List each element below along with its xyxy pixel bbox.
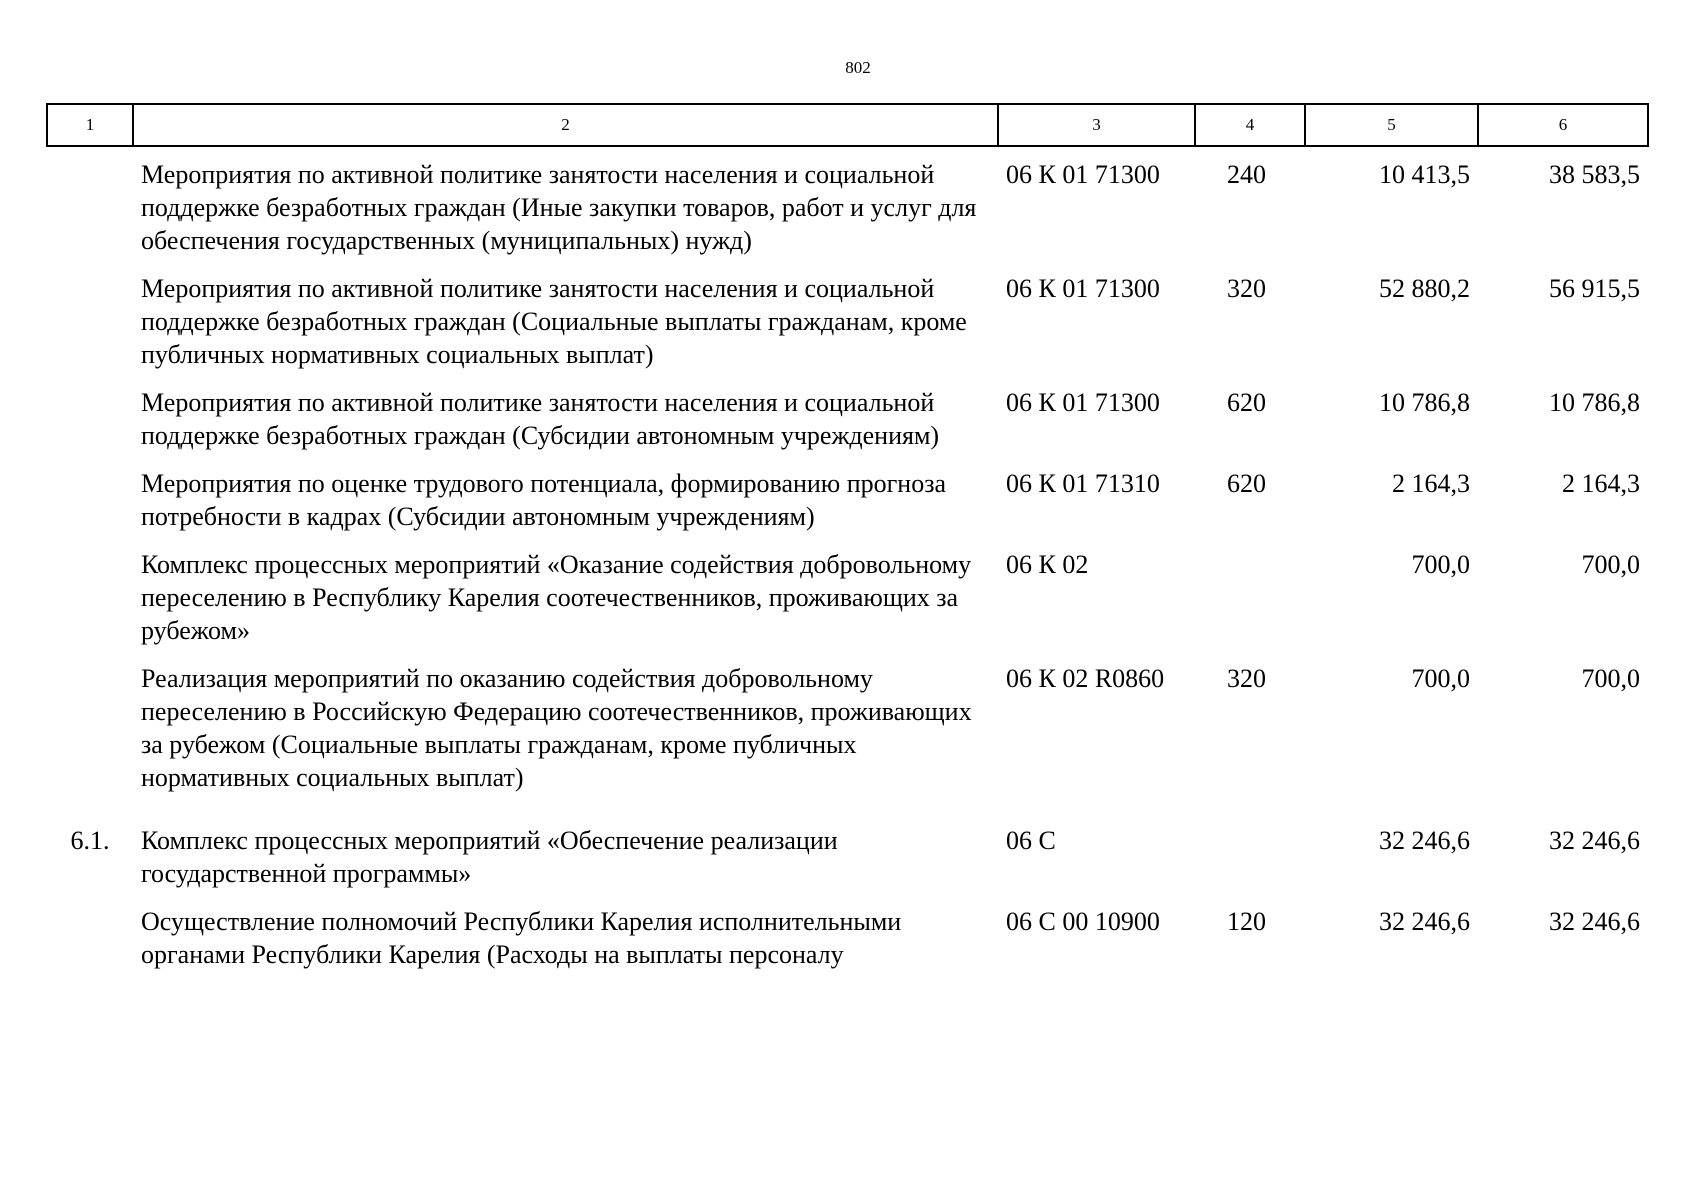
row-number: 6.1. xyxy=(70,826,110,855)
row-amount-2: 32 246,6 xyxy=(1549,907,1640,936)
row-expense-type: 240 xyxy=(1227,160,1266,189)
page-number: 802 xyxy=(845,58,871,77)
row-amount-2: 700,0 xyxy=(1581,664,1640,693)
row-amount-2: 10 786,8 xyxy=(1549,388,1640,417)
row-amount-1: 700,0 xyxy=(1411,550,1470,579)
header-row xyxy=(47,104,1648,146)
row-number xyxy=(47,272,133,386)
row-expense-type: 320 xyxy=(1227,274,1266,303)
row-amount-1: 10 786,8 xyxy=(1379,388,1470,417)
row-amount-1: 32 246,6 xyxy=(1379,826,1470,855)
row-name: Мероприятия по активной политике занятости населения и социальной поддержке безработных граждан (Иные закупки товаров, работ и услуг для обеспечения государственных (муниципальных) нужд) xyxy=(141,160,977,255)
row-amount-1: 700,0 xyxy=(1411,664,1470,693)
row-expense-type: 620 xyxy=(1227,469,1266,498)
row-expense-type xyxy=(1195,548,1305,662)
table-header xyxy=(47,104,1648,146)
row-target-code: 06 К 01 71300 xyxy=(1006,388,1160,417)
table-body xyxy=(47,146,1648,986)
row-amount-1: 10 413,5 xyxy=(1379,160,1470,189)
table-row xyxy=(47,386,1648,467)
row-target-code: 06 С 00 10900 xyxy=(1006,907,1160,936)
column-header-3: 3 xyxy=(998,104,1195,146)
column-header-6: 6 xyxy=(1478,104,1648,146)
row-expense-type: 120 xyxy=(1227,907,1266,936)
row-amount-1: 32 246,6 xyxy=(1379,907,1470,936)
table-row xyxy=(47,146,1648,272)
row-target-code: 06 К 02 R0860 xyxy=(1006,664,1165,693)
row-name: Комплекс процессных мероприятий «Обеспечение реализации государственной программы» xyxy=(141,826,838,888)
row-name: Комплекс процессных мероприятий «Оказание содействия добровольному переселению в Республику Карелия соотечественников, проживающих за рубежом» xyxy=(141,550,972,645)
column-header-2: 2 xyxy=(133,104,998,146)
row-target-code: 06 К 01 71300 xyxy=(1006,274,1160,303)
row-amount-1: 2 164,3 xyxy=(1392,469,1470,498)
row-name: Мероприятия по активной политике занятости населения и социальной поддержке безработных граждан (Социальные выплаты гражданам, кроме публичных нормативных социальных выплат) xyxy=(141,274,967,369)
table-row xyxy=(47,905,1648,986)
row-amount-1: 52 880,2 xyxy=(1379,274,1470,303)
table-row xyxy=(47,548,1648,662)
table-row xyxy=(47,824,1648,905)
table-row xyxy=(47,467,1648,548)
row-amount-2: 38 583,5 xyxy=(1549,160,1640,189)
row-target-code: 06 С xyxy=(1006,826,1056,855)
row-expense-type: 320 xyxy=(1227,664,1266,693)
column-header-1: 1 xyxy=(47,104,133,146)
row-target-code: 06 К 02 xyxy=(1006,550,1089,579)
row-number xyxy=(47,386,133,467)
row-name: Осуществление полномочий Республики Карелия исполнительными органами Республики Карелия (Расходы на выплаты персоналу xyxy=(141,907,902,969)
table-row xyxy=(47,272,1648,386)
row-number xyxy=(47,548,133,662)
row-target-code: 06 К 01 71310 xyxy=(1006,469,1160,498)
row-amount-2: 32 246,6 xyxy=(1549,826,1640,855)
row-target-code: 06 К 01 71300 xyxy=(1006,160,1160,189)
row-number xyxy=(47,905,133,986)
row-name: Реализация мероприятий по оказанию содействия добровольному переселению в Российскую Федерацию соотечественников, проживающих за рубежом (Социальные выплаты гражданам, кроме публичных нормативных социальных выплат) xyxy=(141,664,972,792)
column-header-4: 4 xyxy=(1195,104,1305,146)
row-amount-2: 700,0 xyxy=(1581,550,1640,579)
column-header-5: 5 xyxy=(1305,104,1478,146)
row-amount-2: 2 164,3 xyxy=(1562,469,1640,498)
row-expense-type: 620 xyxy=(1227,388,1266,417)
row-amount-2: 56 915,5 xyxy=(1549,274,1640,303)
row-number xyxy=(47,146,133,272)
budget-table xyxy=(46,103,1649,986)
row-number xyxy=(47,467,133,548)
table-row xyxy=(47,662,1648,824)
row-name: Мероприятия по оценке трудового потенциала, формированию прогноза потребности в кадрах (Субсидии автономным учреждениям) xyxy=(141,469,947,531)
row-expense-type xyxy=(1195,824,1305,905)
row-number xyxy=(47,662,133,824)
row-name: Мероприятия по активной политике занятости населения и социальной поддержке безработных граждан (Субсидии автономным учреждениям) xyxy=(141,388,940,450)
